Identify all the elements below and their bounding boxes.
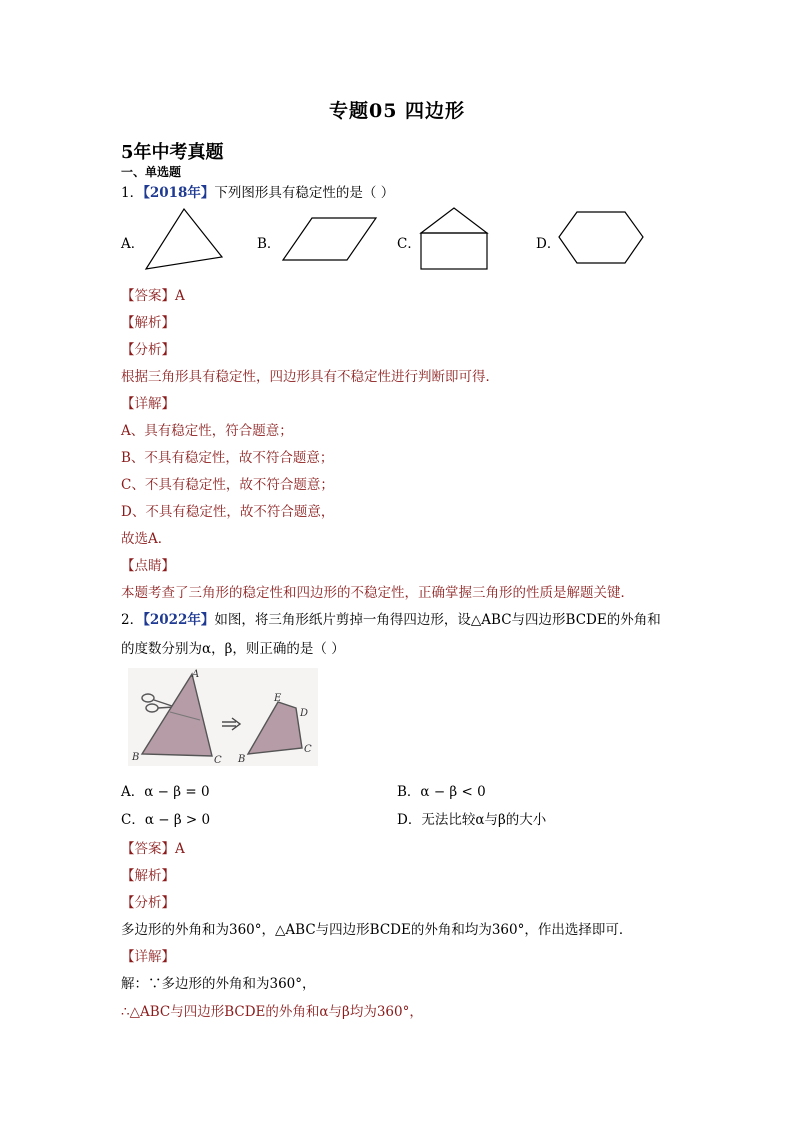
q1-stem-line [121, 181, 394, 201]
q2-year: 【2022年】 [143, 612, 215, 628]
q2-figure [128, 668, 328, 768]
q2-stem-1: 如图，将三角形纸片剪掉一角得四边形，设△ABC与四边形BCDE的外角和 [214, 612, 661, 628]
q2-detail-line-1: 解：∵多边形的外角和为360°， [121, 976, 316, 992]
q1-hexagon-figure [557, 210, 647, 266]
q1-comment-text: 本题考查了三角形的稳定性和四边形的不稳定性，正确掌握三角形的性质是解题关键． [121, 585, 634, 601]
fig-label-e: E [274, 693, 282, 704]
q2-option-d: D．无法比较α与β的大小 [397, 812, 547, 828]
q2-stem-line-1 [121, 608, 661, 628]
section-heading: 5年中考真题 [121, 142, 224, 163]
fig-label-b2: B [238, 754, 246, 765]
q1-option-b-label: B． [257, 236, 281, 252]
fig-label-c: C [214, 755, 222, 766]
q2-option-a: A．α − β = 0 [121, 784, 210, 800]
fig-label-a: A [192, 669, 200, 680]
fig-label-b: B [132, 752, 140, 763]
q2-option-c: C．α − β > 0 [121, 812, 211, 828]
q1-triangle-figure [142, 205, 232, 275]
q1-detail-tag: 【详解】 [121, 396, 175, 412]
q1-number: 1． [121, 185, 144, 201]
fig-label-c2: C [304, 744, 312, 755]
q2-detail-tag: 【详解】 [121, 949, 175, 965]
q2-number: 2． [121, 612, 144, 628]
q1-stem: 下列图形具有稳定性的是（ ） [214, 185, 395, 201]
q1-option-c-label: C． [397, 236, 421, 252]
subsection-heading: 一、单选题 [121, 165, 182, 179]
page-title: 专题05 四边形 [328, 100, 466, 122]
q2-fenxi-tag: 【分析】 [121, 895, 175, 911]
q1-fenxi-text: 根据三角形具有稳定性，四边形具有不稳定性进行判断即可得． [121, 369, 499, 385]
q2-analysis-tag: 【解析】 [121, 868, 175, 884]
q1-option-a-label: A． [121, 236, 145, 252]
q1-detail-line: C、不具有稳定性，故不符合题意； [121, 477, 334, 493]
q1-house-figure [418, 206, 492, 272]
q2-detail-line-2: ∴△ABC与四边形BCDE的外角和α与β均为360°， [121, 1004, 423, 1020]
q1-fenxi-tag: 【分析】 [121, 342, 175, 358]
q2-answer: 【答案】A [121, 841, 185, 857]
q1-comment-tag: 【点睛】 [121, 558, 175, 574]
q1-choose: 故选A． [121, 531, 172, 547]
q2-stem-line-2: 的度数分别为α，β，则正确的是（ ） [121, 641, 345, 657]
q1-year: 【2018年】 [143, 185, 215, 201]
q2-option-b: B．α − β < 0 [397, 784, 486, 800]
q1-option-d-label: D． [536, 236, 561, 252]
q1-detail-line: A、具有稳定性，符合题意； [121, 423, 293, 439]
fig-label-d: D [300, 708, 309, 719]
q1-detail-line: B、不具有稳定性，故不符合题意； [121, 450, 334, 466]
q1-parallelogram-figure [280, 214, 380, 264]
q1-answer: 【答案】A [121, 288, 185, 304]
q1-detail-line: D、不具有稳定性，故不符合题意， [121, 504, 335, 520]
q1-analysis-tag: 【解析】 [121, 315, 175, 331]
q2-fenxi-text: 多边形的外角和为360°，△ABC与四边形BCDE的外角和均为360°，作出选择即可． [121, 922, 633, 938]
